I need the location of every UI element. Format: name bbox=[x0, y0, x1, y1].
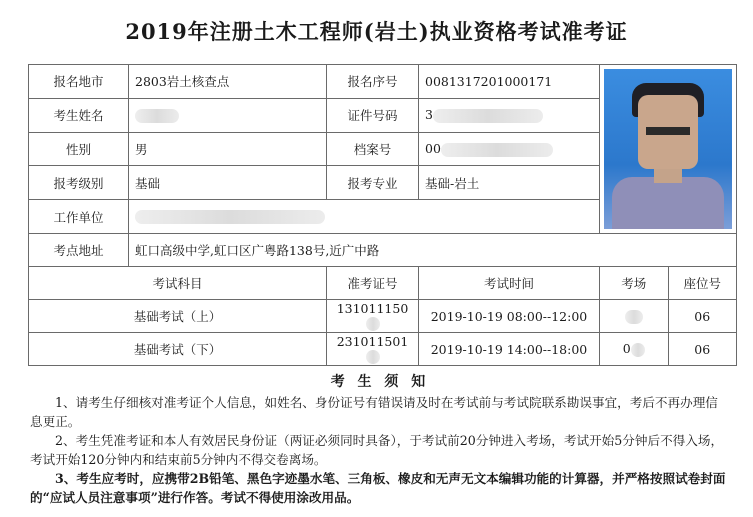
exam-ticket: 131011150 bbox=[327, 300, 419, 333]
major-label: 报考专业 bbox=[327, 166, 419, 200]
col-ticket: 准考证号 bbox=[327, 267, 419, 300]
archive-label: 档案号 bbox=[327, 132, 419, 166]
address-label: 考点地址 bbox=[29, 234, 129, 267]
candidate-photo bbox=[604, 69, 732, 229]
exam-ticket: 231011501 bbox=[327, 333, 419, 366]
serial-value: 0081317201000171 bbox=[419, 65, 600, 99]
archive-value: 00 bbox=[419, 132, 600, 166]
exam-time: 2019-10-19 14:00--18:00 bbox=[419, 333, 600, 366]
exam-subject: 基础考试（上） bbox=[29, 300, 327, 333]
name-label: 考生姓名 bbox=[29, 98, 129, 132]
exam-seat: 06 bbox=[668, 333, 737, 366]
gender-value: 男 bbox=[129, 132, 327, 166]
page-title: 2019年注册土木工程师(岩土)执业资格考试准考证 bbox=[125, 19, 628, 44]
note-1: 1、请考生仔细核对准考证个人信息，如姓名、身份证号有错误请及时在考试前与考试院联系勘误事宜，考后不再办理信息更正。 bbox=[30, 395, 718, 429]
redacted-room bbox=[625, 310, 643, 324]
level-value: 基础 bbox=[129, 166, 327, 200]
exam-room bbox=[600, 300, 669, 333]
redacted-room bbox=[631, 343, 645, 357]
id-value: 3 bbox=[419, 98, 600, 132]
address-value: 虹口高级中学,虹口区广粤路138号,近广中路 bbox=[129, 234, 737, 267]
name-value bbox=[129, 98, 327, 132]
col-time: 考试时间 bbox=[419, 267, 600, 300]
redacted-name bbox=[135, 109, 179, 123]
site-label: 报名地市 bbox=[29, 65, 129, 99]
candidate-notes bbox=[30, 373, 730, 507]
info-table bbox=[28, 64, 737, 366]
col-seat: 座位号 bbox=[668, 267, 737, 300]
major-value: 基础-岩土 bbox=[419, 166, 600, 200]
col-room: 考场 bbox=[600, 267, 669, 300]
gender-label: 性别 bbox=[29, 132, 129, 166]
exam-room: 0 bbox=[600, 333, 669, 366]
exam-header-row bbox=[29, 267, 737, 300]
redacted-archive bbox=[441, 143, 553, 157]
level-label: 报考级别 bbox=[29, 166, 129, 200]
serial-label: 报名序号 bbox=[327, 65, 419, 99]
site-value: 2803岩土核查点 bbox=[129, 65, 327, 99]
exam-time: 2019-10-19 08:00--12:00 bbox=[419, 300, 600, 333]
row-address bbox=[29, 234, 737, 267]
note-2: 2、考生凭准考证和本人有效居民身份证（两证必须同时具备），于考试前20分钟进入考场，考试开始5分钟后不得入场，考试开始120分钟内和结束前5分钟内不得交卷离场。 bbox=[30, 433, 724, 467]
id-label: 证件号码 bbox=[327, 98, 419, 132]
redacted-id bbox=[433, 109, 543, 123]
note-3: 3、考生应考时，应携带2B铅笔、黑色字迹墨水笔、三角板、橡皮和无声无文本编辑功能的计算器，并严格按照试卷封面的“应试人员注意事项”进行作答。考试不得使用涂改用品。 bbox=[30, 471, 726, 505]
col-subject: 考试科目 bbox=[29, 267, 327, 300]
exam-subject: 基础考试（下） bbox=[29, 333, 327, 366]
row-site-serial bbox=[29, 65, 737, 99]
exam-row bbox=[29, 333, 737, 366]
photo-cell bbox=[600, 65, 737, 234]
work-label: 工作单位 bbox=[29, 200, 129, 234]
redacted-work bbox=[135, 210, 325, 224]
work-value bbox=[129, 200, 600, 234]
exam-seat: 06 bbox=[668, 300, 737, 333]
exam-row bbox=[29, 300, 737, 333]
notes-title: 考 生 须 知 bbox=[330, 374, 430, 390]
